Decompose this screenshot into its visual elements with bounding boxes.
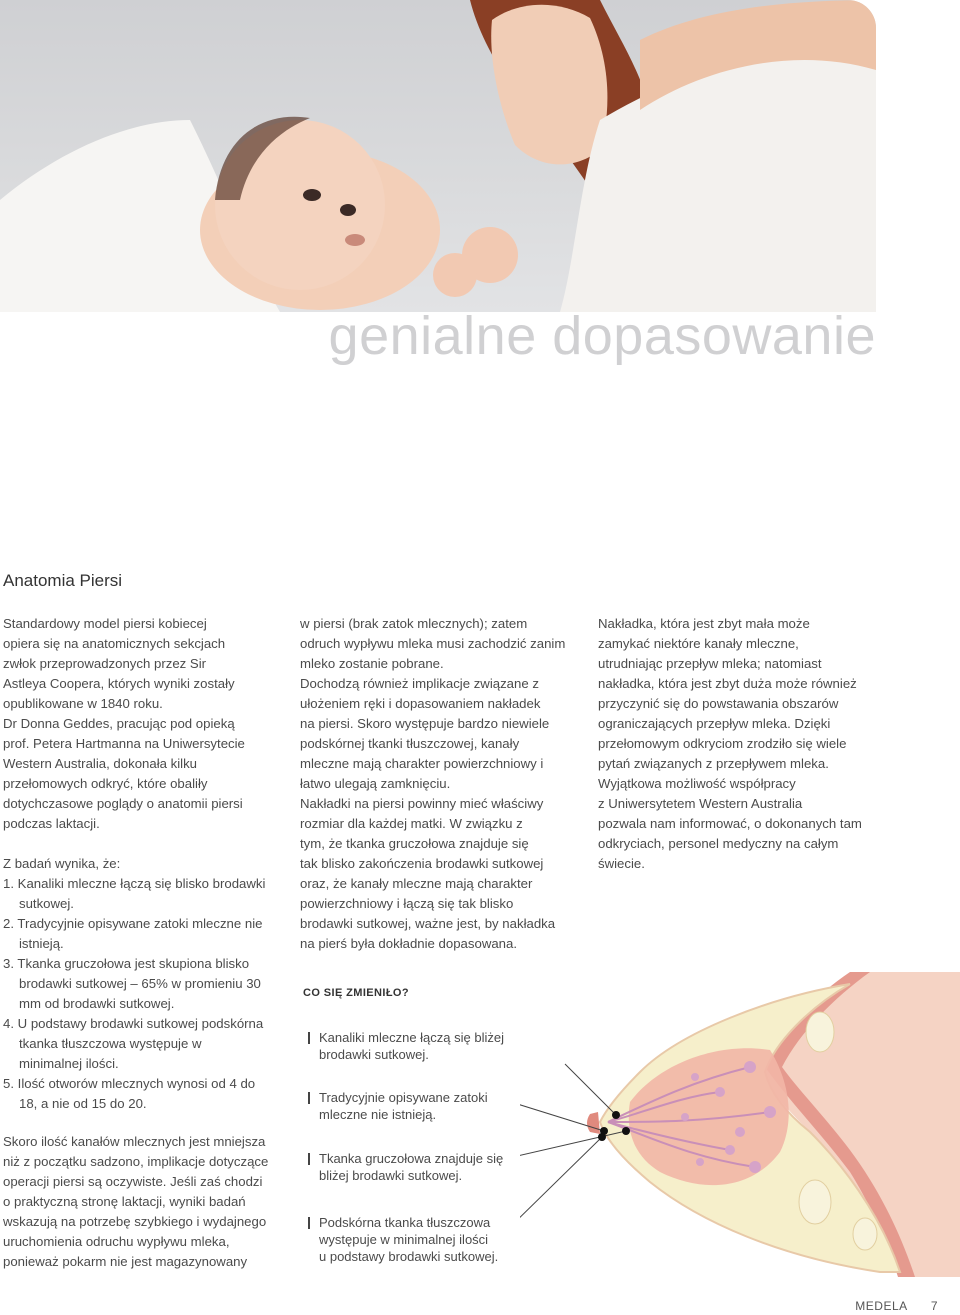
text-line: oraz, że kanały mleczne mają charakter xyxy=(300,876,533,891)
middle-column xyxy=(300,614,575,954)
intro-line: dotychczasowe poglądy o anatomii piersi xyxy=(3,796,243,811)
findings-list xyxy=(3,874,268,1114)
text-line: rozmiar dla każdej matki. W związku z xyxy=(300,816,523,831)
text-line: podskórnej tkanki tłuszczowej, kanały xyxy=(300,736,520,751)
change-line: mleczne nie istnieją. xyxy=(319,1107,437,1122)
bullet-bar-icon xyxy=(308,1032,310,1044)
change-line: Tradycyjnie opisywane zatoki xyxy=(319,1090,488,1105)
change-item xyxy=(308,1089,488,1123)
text-line: Nakładki na piersi powinny mieć właściwy xyxy=(300,796,544,811)
change-line: bliżej brodawki sutkowej. xyxy=(319,1168,463,1183)
intro-line: podczas laktacji. xyxy=(3,816,100,831)
text-line: nakładka, która jest zbyt duża może również xyxy=(598,676,857,691)
finding-item: 4. U podstawy brodawki sutkowej podskórna tkanka tłuszczowa występuje w minimalnej ilości. xyxy=(3,1016,264,1071)
text-line: Wyjątkowa możliwość współpracy xyxy=(598,776,796,791)
text-line: utrudniając przepływ mleka; natomiast xyxy=(598,656,822,671)
text-line: świecie. xyxy=(598,856,645,871)
change-line: występuje w minimalnej ilości xyxy=(319,1232,489,1247)
text-line: o praktyczną stronę laktacji, wyniki badań xyxy=(3,1194,246,1209)
text-line: tym, że tkanka gruczołowa znajduje się xyxy=(300,836,529,851)
text-line: tak blisko zakończenia brodawki sutkowej xyxy=(300,856,544,871)
text-line: na piersi. Skoro występuje bardzo niewiele xyxy=(300,716,550,731)
finding-item: 2. Tradycyjnie opisywane zatoki mleczne nie istnieją. xyxy=(3,916,263,951)
text-line: odruch wypływu mleka musi zachodzić zanim xyxy=(300,636,566,651)
change-item xyxy=(308,1214,498,1265)
text-line: przełomowym odkryciom zrodziło się wiele xyxy=(598,736,847,751)
mother-and-baby-photo xyxy=(0,0,876,312)
intro-line: przełomowych odkryć, które obaliły xyxy=(3,776,208,791)
text-line: zamykać niektóre kanały mleczne, xyxy=(598,636,799,651)
bullet-bar-icon xyxy=(308,1153,310,1165)
intro-line: Astleya Coopera, których wyniki zostały xyxy=(3,676,235,691)
intro-line: zwłok przeprowadzonych przez Sir xyxy=(3,656,207,671)
text-line: Nakładka, która jest zbyt mała może xyxy=(598,616,810,631)
intro-line: opiera się na anatomicznych sekcjach xyxy=(3,636,226,651)
mother-and-baby-illustration xyxy=(0,0,876,312)
text-line: ułożeniem ręki i dopasowaniem nakładek xyxy=(300,696,541,711)
change-line: brodawki sutkowej. xyxy=(319,1047,429,1062)
text-line: uruchomienia odruchu wypływu mleka, xyxy=(3,1234,230,1249)
change-item xyxy=(308,1150,503,1184)
intro-column xyxy=(3,614,268,1114)
text-line: mleczne mają charakter powierzchniowy i xyxy=(300,756,544,771)
intro-line: Western Australia, dokonała kilku xyxy=(3,756,198,771)
page-number: 7 xyxy=(930,1299,938,1313)
text-line: powierzchniowy i łączą się tak blisko xyxy=(300,896,514,911)
change-line: Tkanka gruczołowa znajduje się xyxy=(319,1151,504,1166)
finding-item: 1. Kanaliki mleczne łączą się blisko brodawki sutkowej. xyxy=(3,876,266,911)
intro-line: opublikowane w 1840 roku. xyxy=(3,696,163,711)
text-line: niż z początku sadzono, implikacje dotyczące xyxy=(3,1154,269,1169)
text-line: pozwala nam informować, o dokonanych tam xyxy=(598,816,862,831)
page-headline: genialne dopasowanie xyxy=(328,306,876,366)
text-line: wskazują na potrzebę szybkiego i wydajnego xyxy=(3,1214,267,1229)
text-line: na pierś była dokładnie dopasowana. xyxy=(300,936,518,951)
change-line: Kanaliki mleczne łączą się bliżej xyxy=(319,1030,504,1045)
breast-anatomy-diagram xyxy=(520,972,960,1277)
text-line: łatwo ulegają zamknięciu. xyxy=(300,776,451,791)
intro-line: prof. Petera Hartmanna na Uniwersytecie xyxy=(3,736,245,751)
intro-line: Dr Donna Geddes, pracując pod opieką xyxy=(3,716,235,731)
findings-lead: Z badań wynika, że: xyxy=(3,856,121,871)
change-item xyxy=(308,1029,504,1063)
text-line: pytań związanych z przepływem mleka. xyxy=(598,756,829,771)
finding-item: 5. Ilość otworów mlecznych wynosi od 4 do 18, a nie od 15 do 20. xyxy=(3,1076,256,1111)
text-line: mleko zostanie pobrane. xyxy=(300,656,444,671)
text-line: ograniczających przepływ mleka. Dzięki xyxy=(598,716,831,731)
changes-title: CO SIĘ ZMIENIŁO? xyxy=(303,987,410,999)
text-line: Dochodzą również implikacje związane z xyxy=(300,676,539,691)
text-line: brodawki sutkowej, ważne jest, by nakładka xyxy=(300,916,556,931)
text-line: operacji piersi są oczywiste. Jeśli zaś chodzi xyxy=(3,1174,263,1189)
change-line: u podstawy brodawki sutkowej. xyxy=(319,1249,499,1264)
bullet-bar-icon xyxy=(308,1217,310,1229)
text-line: odkryciach, personel medyczny na całym xyxy=(598,836,839,851)
finding-item: 3. Tkanka gruczołowa jest skupiona blisko brodawki sutkowej – 65% w promieniu 30 mm od brodawki sutkowej. xyxy=(3,956,261,1011)
change-line: Podskórna tkanka tłuszczowa xyxy=(319,1215,491,1230)
text-line: przyczynić się do powstawania obszarów xyxy=(598,696,839,711)
bullet-bar-icon xyxy=(308,1092,310,1104)
text-line: z Uniwersytetem Western Australia xyxy=(598,796,803,811)
text-line: ponieważ pokarm nie jest magazynowany xyxy=(3,1254,248,1269)
page-footer xyxy=(835,1299,938,1313)
text-line: Skoro ilość kanałów mlecznych jest mniejsza xyxy=(3,1134,266,1149)
section-title: Anatomia Piersi xyxy=(3,571,123,590)
intro-line: Standardowy model piersi kobiecej xyxy=(3,616,207,631)
implications-paragraph xyxy=(3,1132,293,1272)
right-column xyxy=(598,614,898,874)
text-line: w piersi (brak zatok mlecznych); zatem xyxy=(300,616,528,631)
footer-brand: MEDELA xyxy=(855,1299,907,1313)
